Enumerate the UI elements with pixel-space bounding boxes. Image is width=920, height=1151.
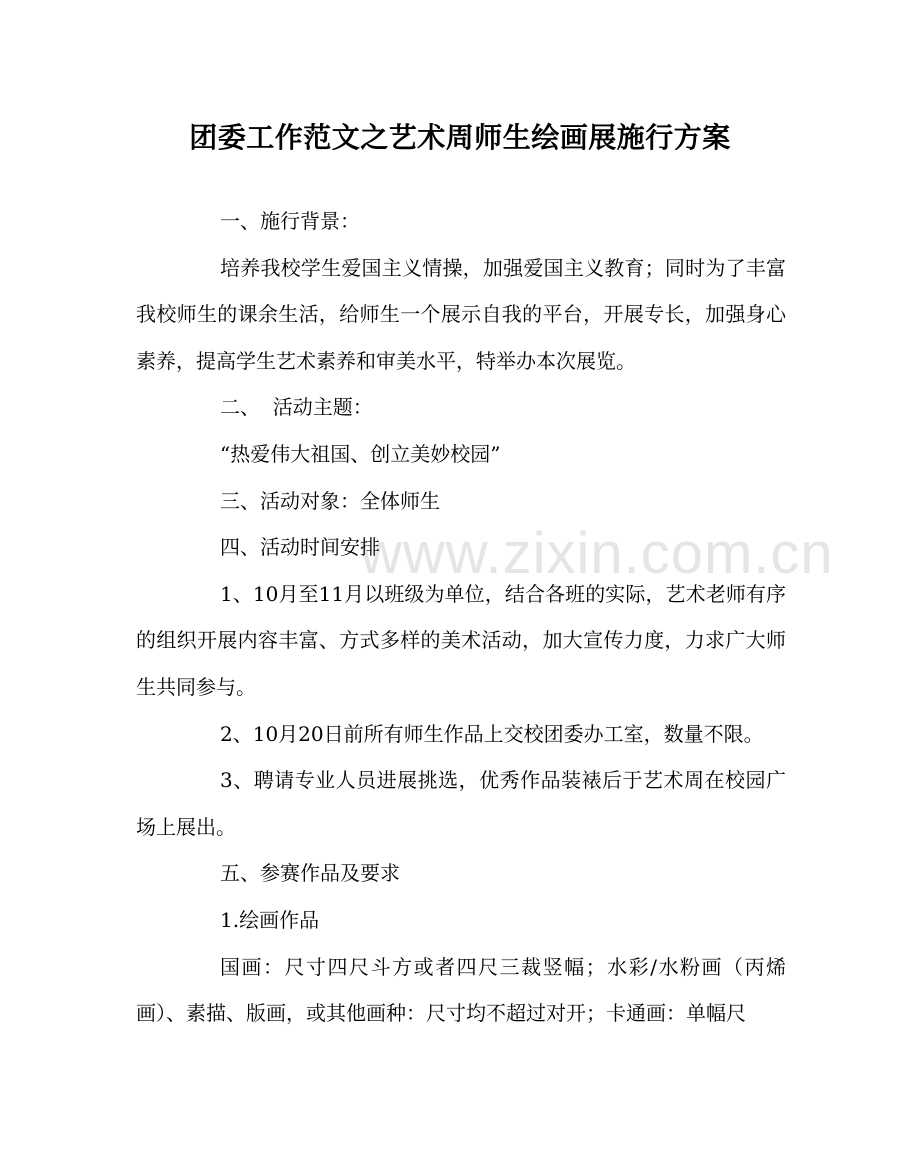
schedule-item-2: 2、10月20日前所有师生作品上交校团委办工室，数量不限。 (220, 721, 764, 746)
subsection-heading-painting: 1.绘画作品 (220, 907, 320, 932)
watermark: www.zixin.com.cn (360, 521, 834, 586)
section-heading-requirements: 五、参赛作品及要求 (220, 861, 400, 886)
section-heading-schedule: 四、活动时间安排 (220, 535, 380, 560)
document-title: 团委工作范文之艺术周师生绘画展施行方案 (189, 121, 731, 154)
section-heading-background: 一、施行背景： (220, 209, 360, 233)
section-heading-theme: 二、 活动主题： (220, 395, 373, 420)
paragraph-painting-requirements: 国画：尺寸四尺斗方或者四尺三裁竖幅；水彩/水粉画（丙烯画）、素描、版画，或其他画种：尺寸均不超过对开；卡通画：单幅尺 (136, 954, 786, 1026)
paragraph-theme: “热爱伟大祖国、创立美妙校园” (220, 441, 501, 466)
schedule-item-1: 1、10月至11月以班级为单位，结合各班的实际，艺术老师有序的组织开展内容丰富、方式多样的美术活动，加大宣传力度，力求广大师生共同参与。 (136, 581, 786, 699)
section-heading-target: 三、活动对象：全体师生 (220, 488, 440, 513)
schedule-item-3: 3、聘请专业人员进展挑选，优秀作品装裱后于艺术周在校园广场上展出。 (136, 768, 786, 839)
paragraph-background: 培养我校学生爱国主义情操，加强爱国主义教育；同时为了丰富我校师生的课余生活，给师生一个展示自我的平台，开展专长，加强身心素养，提高学生艺术素养和审美水平，特举办本次展览。 (136, 255, 786, 373)
document-body (136, 198, 786, 1037)
